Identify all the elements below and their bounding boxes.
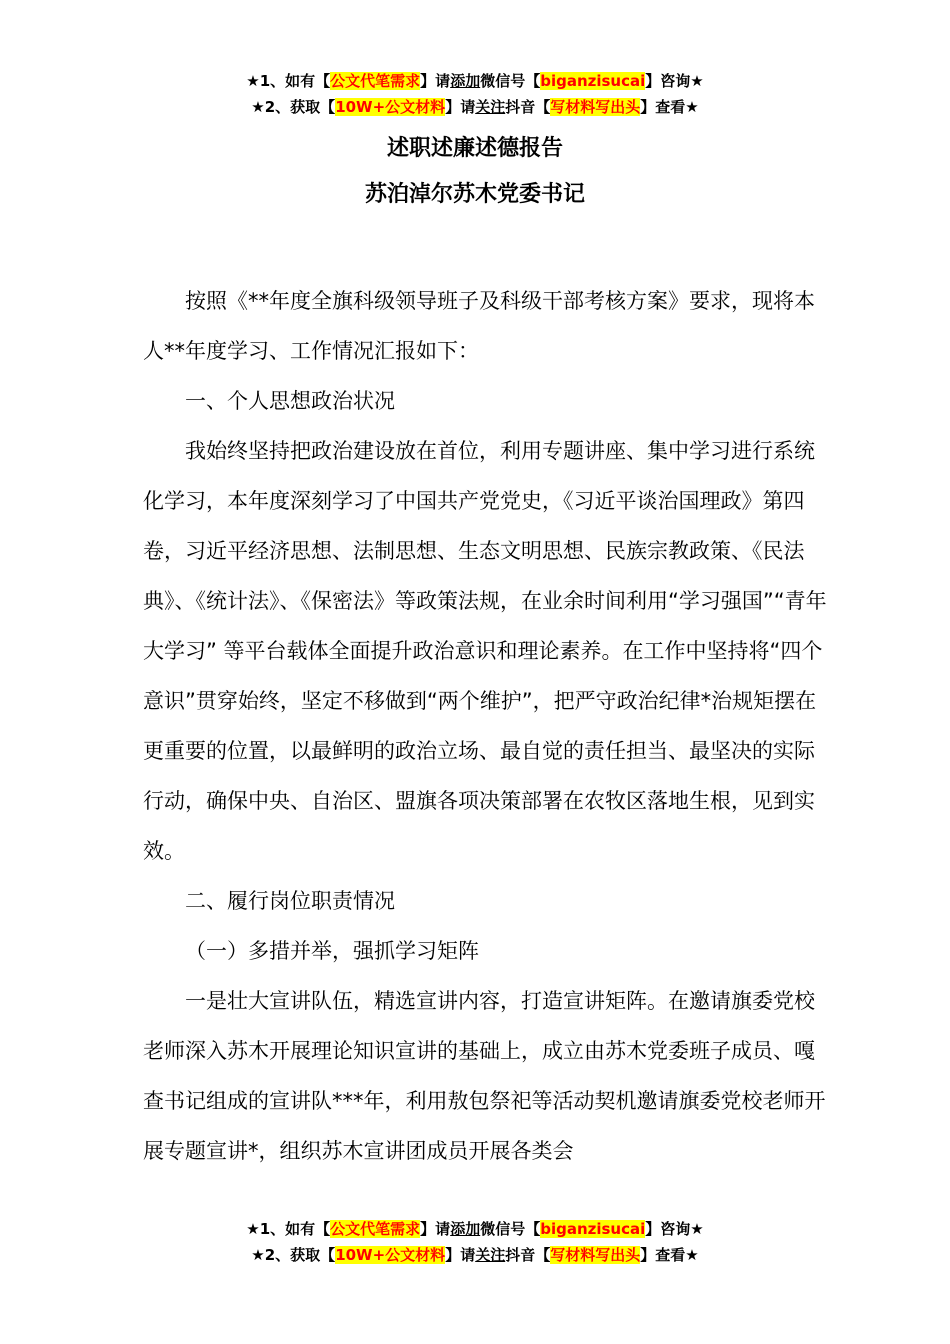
banner-line-2: ★2、获取【10W+公文材料】请关注抖音【写材料写出头】查看★ bbox=[251, 1246, 699, 1264]
paragraph: 我始终坚持把政治建设放在首位，利用专题讲座、集中学习进行系统化学习，本年度深刻学习了中国共产党党史，《习近平谈治国理政》第四卷，习近平经济思想、法制思想、生态文明思想、民族宗教政策、《民法典》、《统计法》、《保密法》等政策法规，在业余时间利用“学习强国”“青年大学习” 等平台载体全面提升政治意识和理论素养。在工作中坚持将“四个意识”贯穿始终，坚定不移做到“两个维护”，把严守政治纪律*治规矩摆在更重要的位置，以最鲜明的政治立场、最自觉的责任担当、最坚决的实际行动，确保中央、自治区、盟旗各项决策部署在农牧区落地生根，见到实效。 bbox=[143, 439, 827, 863]
banner-line-1: ★1、如有【公文代笔需求】请添加微信号【biganzisucai】咨询★ bbox=[246, 1220, 704, 1238]
highlight-text: 公文代笔需求 bbox=[330, 1220, 421, 1238]
banner-line-2: ★2、获取【10W+公文材料】请关注抖音【写材料写出头】查看★ bbox=[251, 98, 699, 116]
highlight-text: 写材料写出头 bbox=[550, 1246, 641, 1264]
highlight-text: 写材料写出头 bbox=[550, 98, 641, 116]
highlight-text: biganzisucai bbox=[540, 72, 646, 90]
highlight-text: 10W+公文材料 bbox=[335, 1246, 446, 1264]
document-body bbox=[143, 276, 833, 1176]
section-heading-1: 一、个人思想政治状况 bbox=[185, 389, 395, 413]
section-heading-2: 二、履行岗位职责情况 bbox=[185, 889, 395, 913]
paragraph: 一是壮大宣讲队伍，精选宣讲内容，打造宣讲矩阵。在邀请旗委党校老师深入苏木开展理论知识宣讲的基础上，成立由苏木党委班子成员、嘎查书记组成的宣讲队***年，利用敖包祭祀等活动契机邀请旗委党校老师开展专题宣讲*，组织苏木宣讲团成员开展各类会 bbox=[143, 989, 826, 1163]
highlight-text: biganzisucai bbox=[540, 1220, 646, 1238]
highlight-text: 10W+公文材料 bbox=[335, 98, 446, 116]
header-banner bbox=[0, 68, 950, 120]
document-title: 述职述廉述德报告 bbox=[386, 136, 563, 161]
banner-line-1: ★1、如有【公文代笔需求】请添加微信号【biganzisucai】咨询★ bbox=[246, 72, 704, 90]
paragraph-intro: 按照《**年度全旗科级领导班子及科级干部考核方案》要求，现将本人**年度学习、工作情况汇报如下： bbox=[143, 289, 815, 363]
highlight-text: 公文代笔需求 bbox=[330, 72, 421, 90]
footer-banner bbox=[0, 1216, 950, 1268]
document-subtitle: 苏泊淖尔苏木党委书记 bbox=[364, 182, 585, 207]
subsection-heading: （一）多措并举，强抓学习矩阵 bbox=[185, 939, 479, 963]
